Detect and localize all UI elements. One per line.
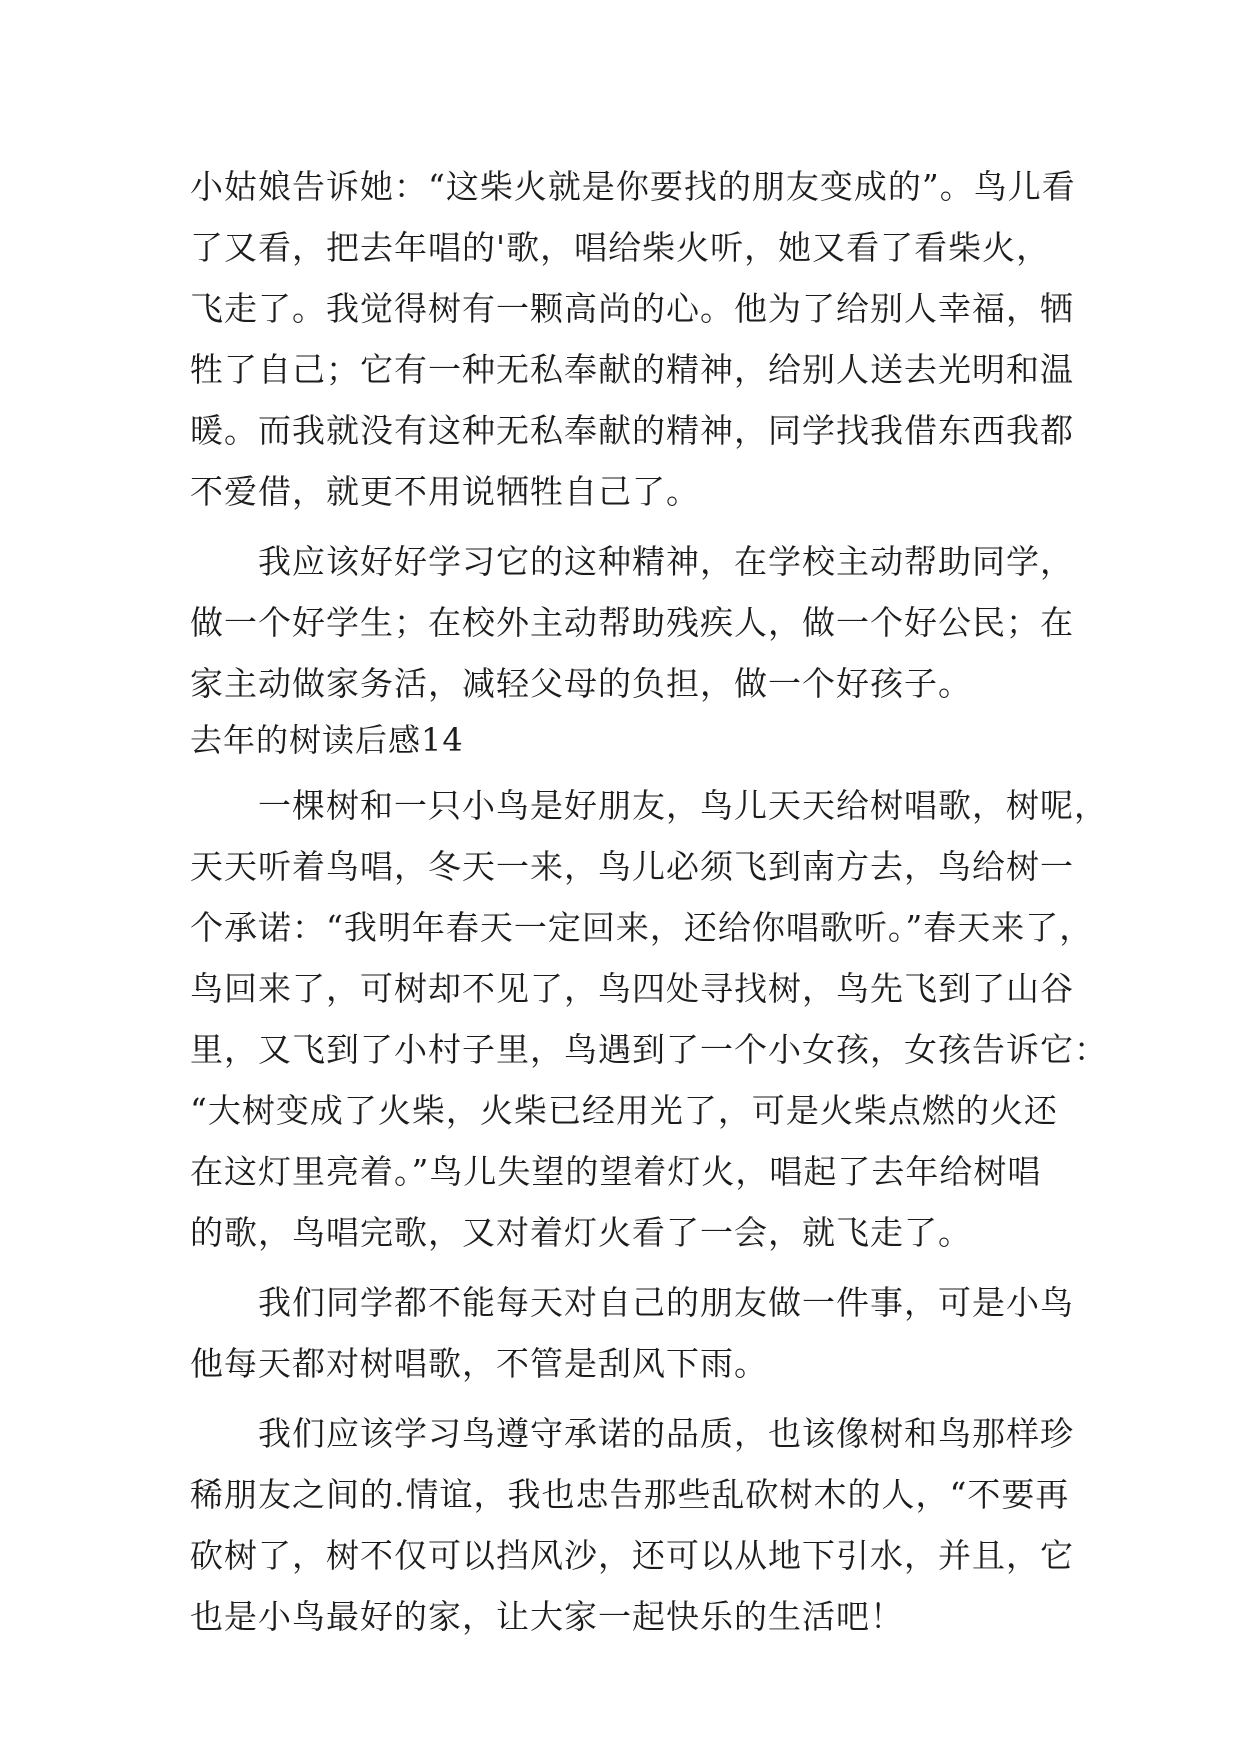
text-line: 砍树了，树不仅可以挡风沙，还可以从地下引水，并且，它: [190, 1536, 1074, 1575]
text-line: 天天听着鸟唱，冬天一来，鸟儿必须飞到南方去，鸟给树一: [190, 847, 1074, 886]
paragraph-spacer: [190, 766, 1070, 775]
text-line: 的歌，鸟唱完歌，又对着灯火看了一会，就飞走了。: [190, 1213, 972, 1252]
text-line: 我应该好好学习它的这种精神，在学校主动帮助同学，: [190, 542, 1074, 581]
text-line: 稀朋友之间的.情谊，我也忠告那些乱砍树木的人，“不要再: [190, 1475, 1070, 1514]
paragraph-3: [190, 775, 1108, 1263]
text-line: 一棵树和一只小鸟是好朋友，鸟儿天天给树唱歌，树呢，: [190, 786, 1108, 825]
paragraph-spacer: [190, 1394, 1070, 1403]
text-line: 了又看，把去年唱的'歌，唱给柴火听，她又看了看柴火，: [190, 228, 1051, 267]
text-line: 鸟回来了，可树却不见了，鸟四处寻找树，鸟先飞到了山谷: [190, 969, 1074, 1008]
paragraph-spacer: [190, 1263, 1070, 1272]
text-line: 牲了自己；它有一种无私奉献的精神，给别人送去光明和温: [190, 350, 1074, 389]
text-line: 个承诺：“我明年春天一定回来，还给你唱歌听。”春天来了，: [190, 908, 1094, 947]
text-line: 家主动做家务活，减轻父母的负担，做一个好孩子。: [190, 664, 972, 703]
text-line: 在这灯里亮着。”鸟儿失望的望着灯火，唱起了去年给树唱: [190, 1152, 1042, 1191]
text-line: 暖。而我就没有这种无私奉献的精神，同学找我借东西我都: [190, 411, 1074, 450]
document-body: [190, 156, 1108, 1647]
section-heading: 去年的树读后感14: [190, 721, 464, 759]
text-line: 我们应该学习鸟遵守承诺的品质，也该像树和鸟那样珍: [190, 1414, 1074, 1453]
text-line: 飞走了。我觉得树有一颗高尚的心。他为了给别人幸福，牺: [190, 289, 1074, 328]
paragraph-1: [190, 156, 1076, 522]
paragraph-4: [190, 1272, 1074, 1394]
text-line: 做一个好学生；在校外主动帮助残疾人，做一个好公民；在: [190, 603, 1074, 642]
text-line: 他每天都对树唱歌，不管是刮风下雨。: [190, 1344, 768, 1383]
text-line: 不爱借，就更不用说牺牲自己了。: [190, 472, 700, 511]
paragraph-5: [190, 1403, 1074, 1647]
text-line: 也是小鸟最好的家，让大家一起快乐的生活吧！: [190, 1597, 904, 1636]
text-line: 我们同学都不能每天对自己的朋友做一件事，可是小鸟: [190, 1283, 1074, 1322]
text-line: 里，又飞到了小村子里，鸟遇到了一个小女孩，女孩告诉它：: [190, 1030, 1108, 1069]
paragraph-spacer: [190, 522, 1070, 531]
paragraph-2: [190, 531, 1074, 714]
text-line: 小姑娘告诉她：“这柴火就是你要找的朋友变成的”。鸟儿看: [190, 167, 1076, 206]
text-line: “大树变成了火柴，火柴已经用光了，可是火柴点燃的火还: [190, 1091, 1058, 1130]
